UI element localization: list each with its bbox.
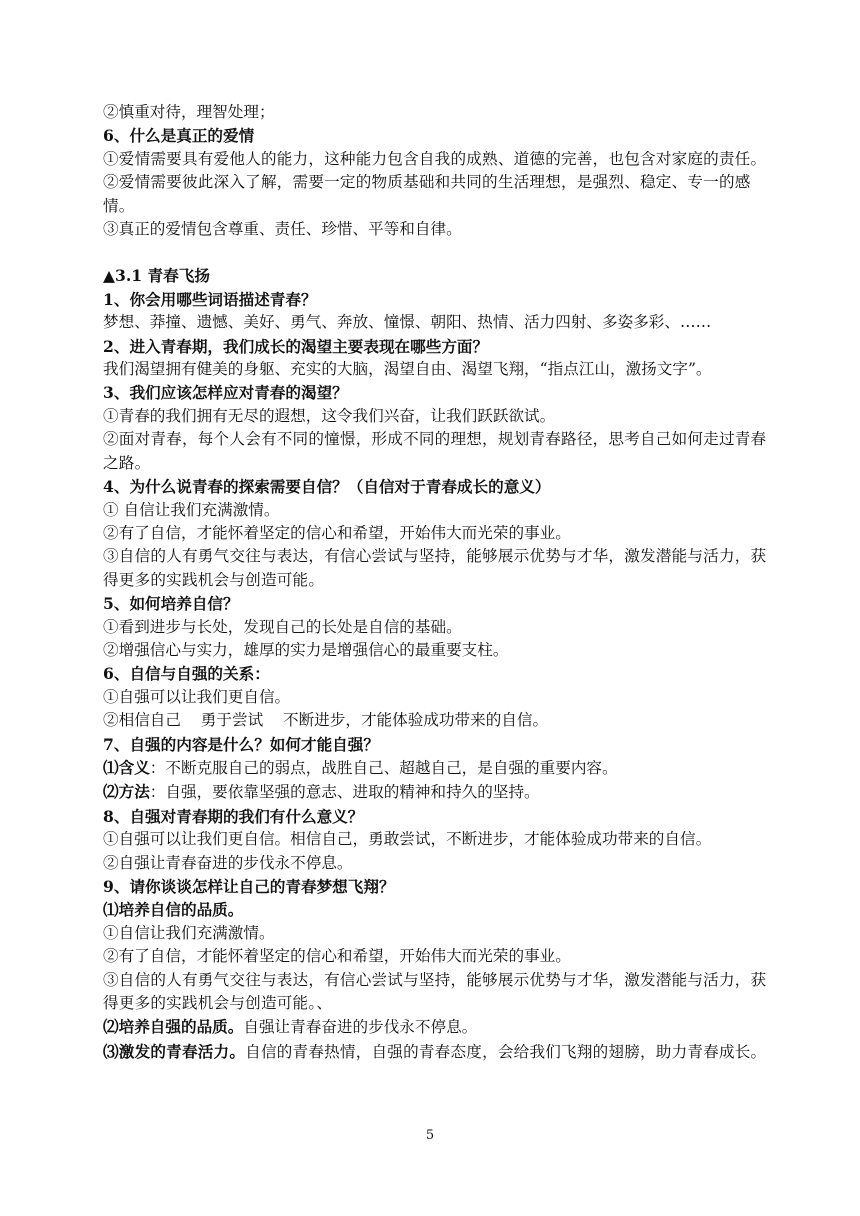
paragraph: 我们渴望拥有健美的身躯、充实的大脑，渴望自由、渴望飞翔，“指点江山，激扬文字”。 — [103, 360, 712, 379]
question-heading: 8、自强对青春期的我们有什么意义？ — [103, 806, 364, 826]
sub-text: 自强让青春奋进的步伐永不停息。 — [243, 1018, 478, 1037]
question-heading: 9、请你谈谈怎样让自己的青春梦想飞翔？ — [103, 877, 395, 896]
paragraph — [103, 780, 773, 804]
paragraph: ②面对青春，每个人会有不同的憧憬，形成不同的理想，规划青春路径，思考自己如何走过青春之路。 — [103, 430, 767, 472]
paragraph — [103, 756, 773, 780]
question-heading: 7、自强的内容是什么？如何才能自强？ — [103, 734, 379, 754]
paragraph: 梦想、莽撞、遗憾、美好、勇气、奔放、憧憬、朝阳、热情、活力四射、多姿多彩、…… — [103, 313, 712, 332]
paragraph: ②增强信心与实力，雄厚的实力是增强信心的最重要支柱。 — [103, 640, 509, 659]
section-title: ▲3.1 青春飞扬 — [103, 266, 210, 286]
question-heading: 2、进入青春期，我们成长的渴望主要表现在哪些方面？ — [103, 336, 489, 356]
question-heading: 5、如何培养自信？ — [103, 594, 239, 614]
paragraph: ②相信自己 勇于尝试 不断进步，才能体验成功带来的自信。 — [103, 711, 549, 730]
paragraph: ②慎重对待，理智处理； — [103, 103, 275, 121]
spacer — [103, 241, 773, 264]
paragraph: ②有了自信，才能怀着坚定的信心和希望，开始伟大而光荣的事业。 — [103, 947, 571, 966]
question-heading: 3、我们应该怎样应对青春的渴望？ — [103, 383, 348, 403]
document-body — [103, 101, 773, 1064]
paragraph: ① 自信让我们充满激情。 — [103, 500, 280, 519]
question-heading: 4、为什么说青春的探索需要自信？（自信对于青春成长的意义） — [103, 477, 551, 497]
paragraph: ①青春的我们拥有无尽的遐想，这令我们兴奋，让我们跃跃欲试。 — [103, 406, 556, 425]
question-heading: 6、什么是真正的爱情 — [103, 126, 255, 146]
term-text: ：不断克服自己的弱点，战胜自己、超越自己，是自强的重要内容。 — [149, 758, 618, 777]
sub-heading: ⑶激发的青春活力。 — [103, 1041, 246, 1061]
page-number: 5 — [425, 1128, 435, 1143]
sub-heading: ⑴培养自信的品质。 — [103, 900, 244, 920]
paragraph: ①看到进步与长处，发现自己的长处是自信的基础。 — [103, 617, 462, 636]
paragraph — [103, 1040, 773, 1064]
sub-text: 自信的青春热情，自强的青春态度，会给我们飞翔的翅膀，助力青春成长。 — [245, 1042, 767, 1061]
term-label: ⑴含义 — [103, 757, 150, 777]
paragraph — [103, 1015, 773, 1039]
paragraph: ①爱情需要具有爱他人的能力，这种能力包含自我的成熟、道德的完善，也包含对家庭的责任。 — [103, 149, 767, 168]
paragraph: ②自强让青春奋进的步伐永不停息。 — [103, 853, 353, 872]
term-label: ⑵方法 — [103, 782, 150, 802]
paragraph: ③自信的人有勇气交往与表达，有信心尝试与坚持，能够展示优势与才华，激发潜能与活力，获得更多的实践机会与创造可能。、 — [103, 970, 767, 1013]
paragraph: ③自信的人有勇气交往与表达，有信心尝试与坚持，能够展示优势与才华，激发潜能与活力，获得更多的实践机会与创造可能。 — [103, 547, 767, 589]
paragraph: ①自强可以让我们更自信。相信自己，勇敢尝试，不断进步，才能体验成功带来的自信。 — [103, 830, 712, 849]
question-heading: 6、自信与自强的关系： — [103, 664, 270, 684]
paragraph: ②有了自信，才能怀着坚定的信心和希望，开始伟大而光荣的事业。 — [103, 523, 571, 542]
paragraph: ①自强可以让我们更自信。 — [103, 687, 291, 706]
term-text: ：自强，要依靠坚强的意志、进取的精神和持久的坚持。 — [149, 783, 540, 802]
sub-heading: ⑵培养自强的品质。 — [103, 1017, 244, 1037]
paragraph: ②爱情需要彼此深入了解，需要一定的物质基础和共同的生活理想，是强烈、稳定、专一的感情。 — [103, 173, 751, 215]
paragraph: ①自信让我们充满激情。 — [103, 923, 275, 942]
paragraph: ③真正的爱情包含尊重、责任、珍惜、平等和自律。 — [103, 220, 462, 239]
question-heading: 1、你会用哪些词语描述青春？ — [103, 289, 317, 309]
